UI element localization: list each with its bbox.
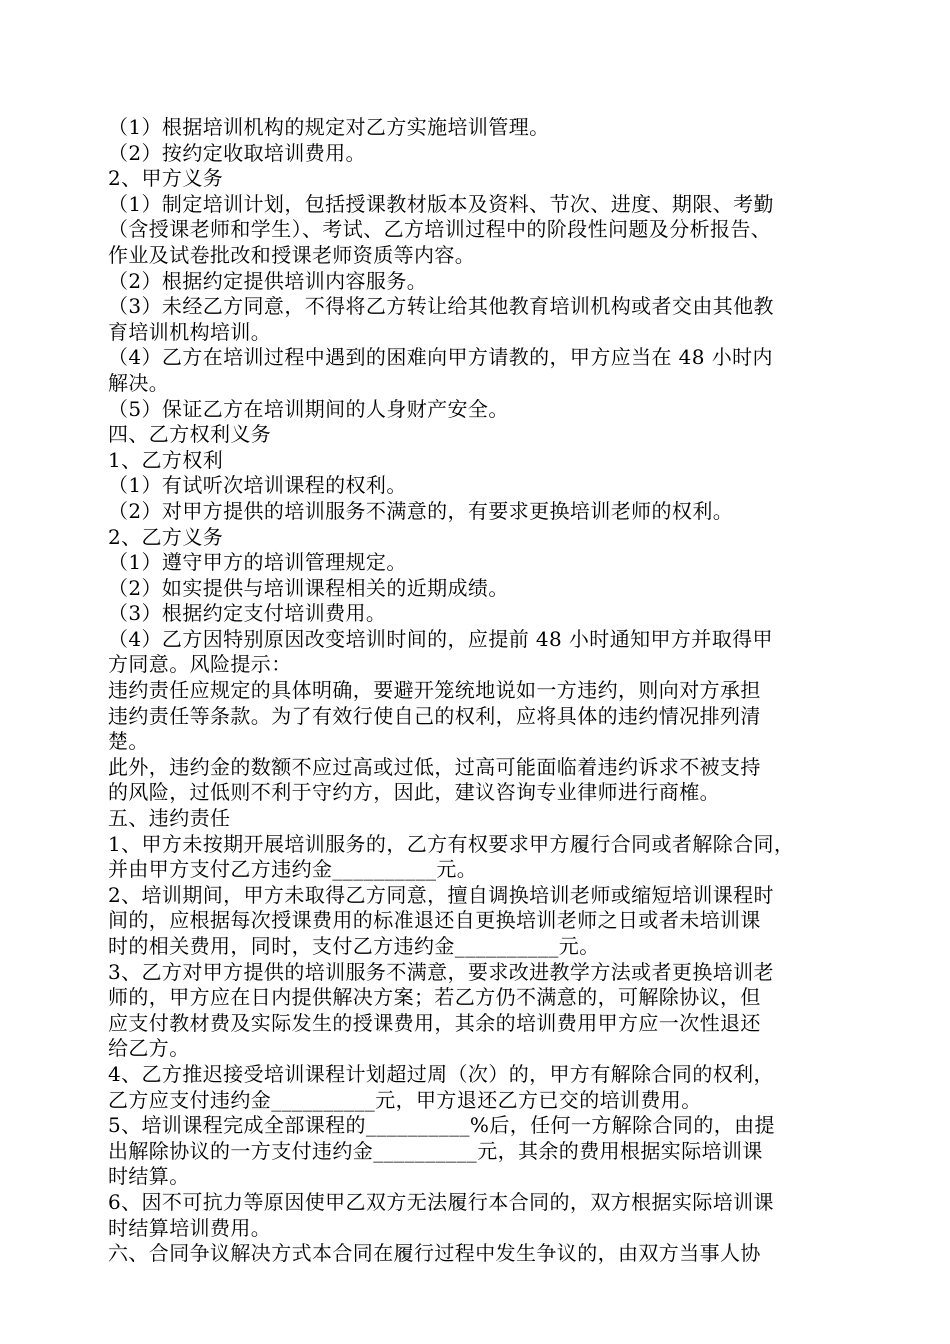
text-line: （1）根据培训机构的规定对乙方实施培训管理。 — [108, 115, 550, 139]
text-line: （5）保证乙方在培训期间的人身财产安全。 — [108, 396, 509, 421]
text-line: （2）根据约定提供培训内容服务。 — [108, 268, 428, 293]
section-heading: 1、乙方权利 — [108, 447, 224, 472]
text-line: （1）遵守甲方的培训管理规定。 — [108, 550, 407, 575]
text-line: 时结算培训费用。 — [108, 1215, 272, 1240]
text-line: 时结算。 — [108, 1164, 190, 1189]
text-line: （2）按约定收取培训费用。 — [108, 140, 366, 165]
text-line: 师的，甲方应在日内提供解决方案；若乙方仍不满意的，可解除协议，但 — [108, 985, 761, 1010]
text-line: 此外，违约金的数额不应过高或过低，过高可能面临着违约诉求不被支持 — [108, 754, 761, 779]
text-line: 5、培训课程完成全部课程的__________%后，任何一方解除合同的，由提 — [108, 1113, 775, 1138]
text-line: 作业及试卷批改和授课老师资质等内容。 — [108, 242, 476, 267]
text-line: 4、乙方推迟接受培训课程计划超过周（次）的，甲方有解除合同的权利， — [108, 1061, 774, 1086]
text-line: 时的相关费用，同时，支付乙方违约金__________元。 — [108, 934, 600, 958]
text-line: 育培训机构培训。 — [108, 319, 272, 344]
text-line: （含授课老师和学生）、考试、乙方培训过程中的阶段性问题及分析报告、 — [108, 217, 772, 242]
text-line: 3、乙方对甲方提供的培训服务不满意，要求改进教学方法或者更换培训老 — [108, 959, 774, 984]
text-line: 解决。 — [108, 370, 170, 395]
text-line: （1）有试听次培训课程的权利。 — [108, 473, 407, 498]
section-heading: 2、甲方义务 — [108, 166, 224, 191]
text-line: 乙方应支付违约金__________元，甲方退还乙方已交的培训费用。 — [108, 1087, 702, 1112]
text-line: （4）乙方在培训过程中遇到的困难向甲方请教的，甲方应当在 48 小时内 — [108, 345, 773, 370]
text-line: 间的，应根据每次授课费用的标准退还自更换培训老师之日或者未培训课 — [108, 908, 761, 933]
section-heading: 四、乙方权利义务 — [108, 422, 272, 447]
document-page — [108, 115, 868, 1267]
text-line: 楚。 — [108, 729, 149, 754]
text-line: 六、合同争议解决方式本合同在履行过程中发生争议的，由双方当事人协 — [108, 1241, 761, 1266]
text-line: （2）如实提供与培训课程相关的近期成绩。 — [108, 575, 509, 600]
text-line: 1、甲方未按期开展培训服务的，乙方有权要求甲方履行合同或者解除合同， — [108, 831, 795, 856]
text-line: 给乙方。 — [108, 1036, 190, 1061]
text-line: 6、因不可抗力等原因使甲乙双方无法履行本合同的，双方根据实际培训课 — [108, 1189, 774, 1214]
text-line: （4）乙方因特别原因改变培训时间的，应提前 48 小时通知甲方并取得甲 — [108, 626, 773, 651]
section-heading: 2、乙方义务 — [108, 524, 224, 549]
text-line: （3）根据约定支付培训费用。 — [108, 601, 387, 626]
text-line: 违约责任等条款。为了有效行使自己的权利，应将具体的违约情况排列清 — [108, 703, 761, 728]
section-heading: 五、违约责任 — [108, 806, 231, 831]
text-line: 应支付教材费及实际发生的授课费用，其余的培训费用甲方应一次性退还 — [108, 1010, 761, 1035]
text-line: 出解除协议的一方支付违约金__________元，其余的费用根据实际培训课 — [108, 1138, 763, 1163]
text-line: 方同意。风险提示： — [108, 652, 292, 677]
text-line: 违约责任应规定的具体明确，要避开笼统地说如一方违约，则向对方承担 — [108, 678, 761, 703]
text-line: （1）制定培训计划，包括授课教材版本及资料、节次、进度、期限、考勤 — [108, 191, 774, 216]
text-line: （3）未经乙方同意，不得将乙方转让给其他教育培训机构或者交由其他教 — [108, 294, 774, 319]
text-line: 并由甲方支付乙方违约金__________元。 — [108, 857, 478, 882]
text-line: 2、培训期间，甲方未取得乙方同意，擅自调换培训老师或缩短培训课程时 — [108, 882, 774, 907]
text-line: 的风险，过低则不利于守约方，因此，建议咨询专业律师进行商榷。 — [108, 780, 720, 805]
text-line: （2）对甲方提供的培训服务不满意的，有要求更换培训老师的权利。 — [108, 498, 734, 523]
